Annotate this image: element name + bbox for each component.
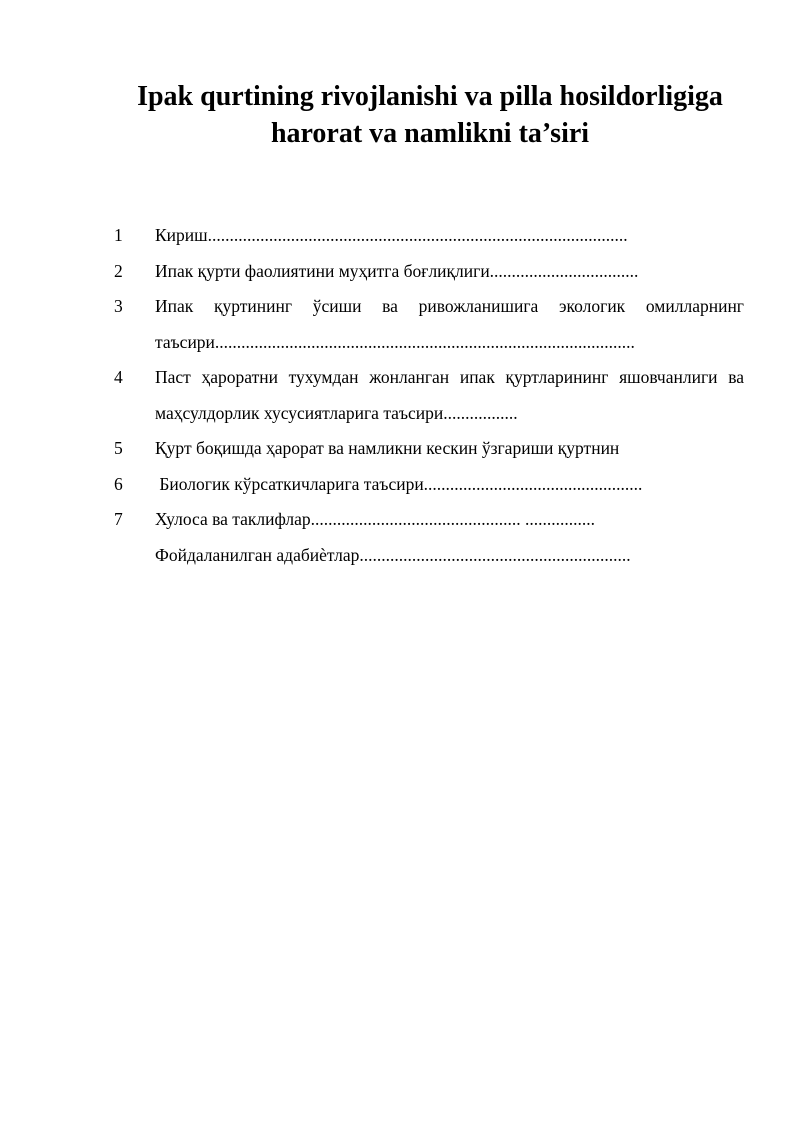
title-line-1: Ipak qurtining rivojlanishi va pilla hosildorligiga: [137, 81, 723, 112]
toc-item-number: 3: [114, 296, 123, 316]
toc-item-number: 1: [114, 225, 123, 245]
toc-item-5: [114, 431, 744, 467]
toc-item-text: Хулоса ва таклифлар................................................ ................: [155, 509, 596, 529]
toc-item-7: [114, 502, 744, 573]
toc-item-text: Кириш................................................................................................: [155, 225, 628, 245]
toc-item-number: 6: [114, 473, 123, 494]
toc-item-6: [114, 467, 744, 503]
toc-item-number: 4: [114, 367, 123, 387]
toc-item-text: Биологик кўрсаткичларига таъсири..................................................: [155, 473, 643, 494]
toc-item-text-continued: маҳсулдорлик хусусиятларига таъсири.................: [155, 402, 518, 423]
toc-item-text-continued: Фойдаланилган адабиѐтлар..............................................................: [155, 544, 631, 565]
toc-item-text: Ипак қурти фаолиятини муҳитга боғлиқлиги..................................: [155, 260, 639, 281]
toc-item-text-continued: таъсири................................................................................................: [155, 331, 635, 352]
toc-item-1: [114, 218, 744, 254]
toc-item-number: 2: [114, 260, 123, 281]
title-line-2: harorat va namlikni ta’siri: [270, 118, 590, 149]
page-title: [100, 78, 760, 152]
toc-item-2: [114, 254, 744, 290]
toc-item-text: Қурт боқишда ҳарорат ва намликни кескин ўзгариши қуртнин: [155, 438, 620, 458]
table-of-contents: [114, 218, 744, 573]
toc-item-text: Ипак қуртининг ўсиши ва ривожланишига экологик омилларнинг: [155, 296, 744, 316]
toc-item-3: [114, 289, 744, 360]
toc-item-number: 7: [114, 509, 123, 529]
toc-item-4: [114, 360, 744, 431]
toc-item-number: 5: [114, 438, 123, 458]
toc-item-text: Паст ҳароратни тухумдан жонланган ипак қуртларининг яшовчанлиги ва: [155, 367, 744, 387]
